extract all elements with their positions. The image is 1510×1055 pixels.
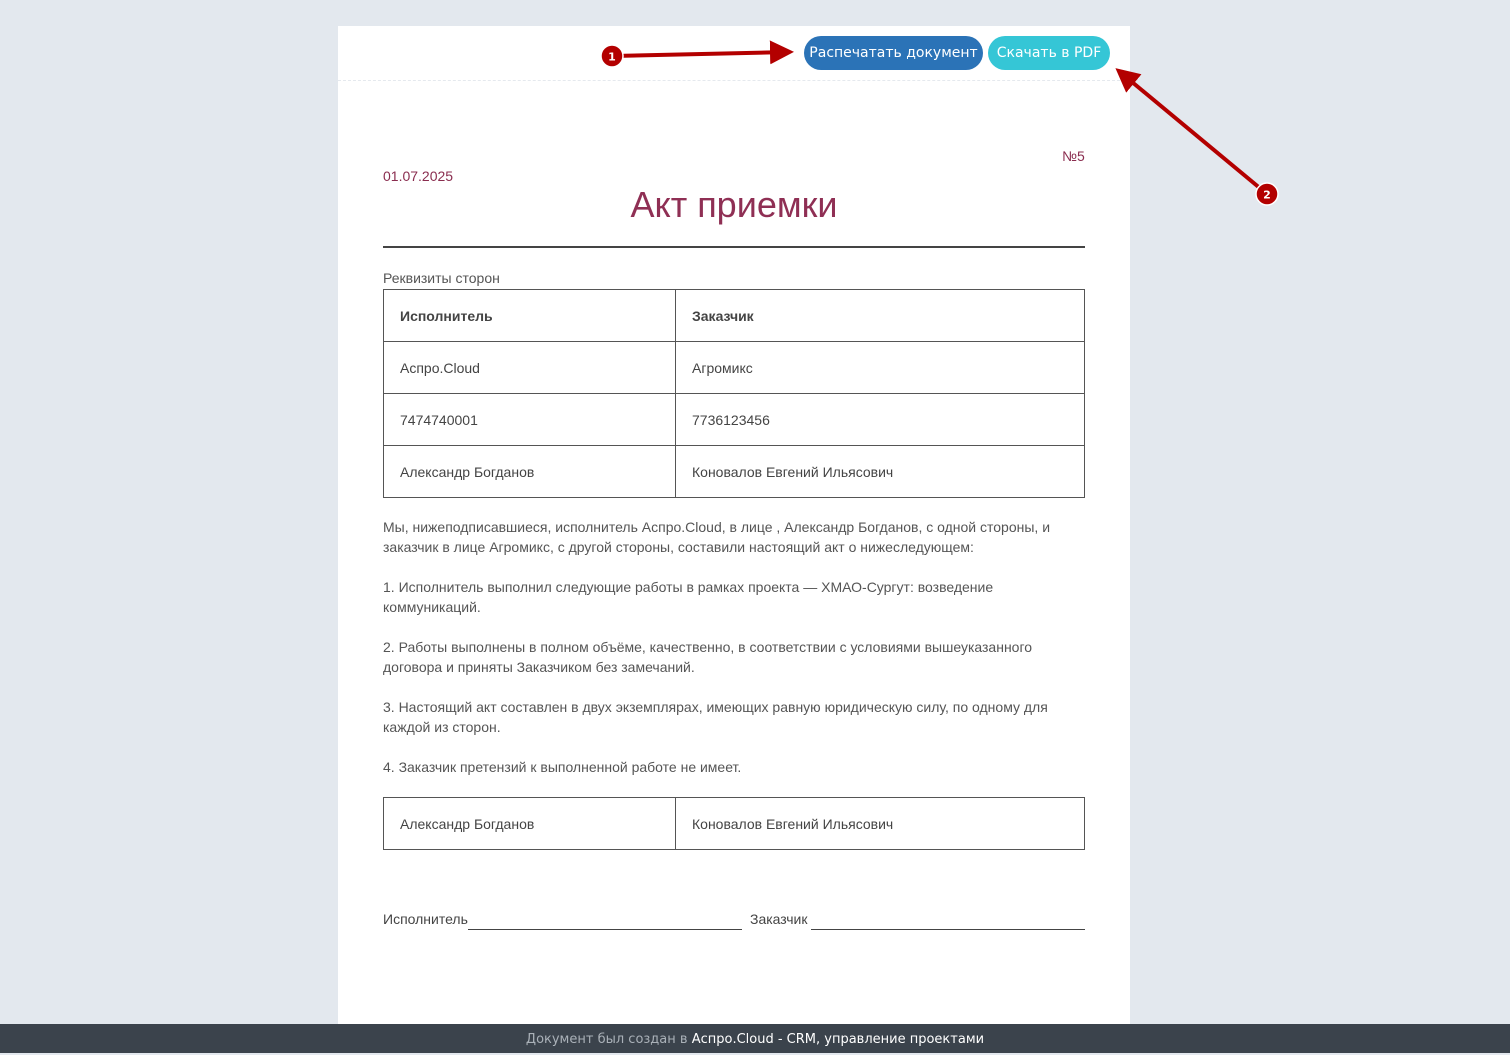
footer-brand-link[interactable]: Аспро.Cloud - CRM, управление проектами — [691, 1032, 985, 1047]
annotation-number-1: 1 — [608, 50, 616, 64]
paragraph-3: 3. Настоящий акт составлен в двух экземплярах, имеющих равную юридическую силу, по одному для каждой из сторон. — [383, 699, 1048, 735]
annotation-badge-2 — [1256, 183, 1278, 205]
table-cell: Александр Богданов — [384, 798, 676, 850]
arrow-to-pdf-icon — [1120, 72, 1267, 194]
annotation-number-2: 2 — [1263, 188, 1271, 202]
table-cell: Коновалов Евгений Ильясович — [676, 446, 1085, 498]
table-header-executor: Исполнитель — [384, 290, 676, 342]
annotation-badge-1 — [601, 45, 623, 67]
table-header-customer: Заказчик — [676, 290, 1085, 342]
document-number: №5 — [1062, 148, 1085, 164]
table-cell: Аспро.Cloud — [384, 342, 676, 394]
paragraph-intro: Мы, нижеподписавшиеся, исполнитель Аспро.Cloud, в лице , Александр Богданов, с одной стороны, и заказчик в лице Агромикс, с другой стороны, составили настоящий акт о нижеследующем: — [383, 519, 1051, 555]
paragraph-4: 4. Заказчик претензий к выполненной работе не имеет. — [383, 759, 742, 775]
footer — [0, 1024, 1510, 1053]
arrow-to-print-icon — [612, 52, 788, 56]
sign-customer-label: Заказчик — [750, 911, 808, 927]
paragraph-1: 1. Исполнитель выполнил следующие работы в рамках проекта — ХМАО-Сургут: возведение коммуникаций. — [383, 579, 994, 615]
footer-prefix: Документ был создан в — [525, 1032, 688, 1047]
document-date: 01.07.2025 — [383, 168, 454, 184]
parties-label: Реквизиты сторон — [383, 270, 500, 286]
paragraph-2: 2. Работы выполнены в полном объёме, качественно, в соответствии с условиями вышеуказанного договора и приняты Заказчиком без замечаний. — [383, 639, 1033, 675]
document-title: Акт приемки — [630, 184, 838, 225]
table-cell: 7736123456 — [676, 394, 1085, 446]
print-document-button[interactable]: Распечатать документ — [804, 36, 983, 70]
sign-executor-label: Исполнитель — [383, 911, 468, 927]
table-cell: Коновалов Евгений Ильясович — [676, 798, 1085, 850]
table-cell: Александр Богданов — [384, 446, 676, 498]
download-pdf-button[interactable]: Скачать в PDF — [988, 36, 1110, 70]
table-cell: 7474740001 — [384, 394, 676, 446]
table-cell: Агромикс — [676, 342, 1085, 394]
